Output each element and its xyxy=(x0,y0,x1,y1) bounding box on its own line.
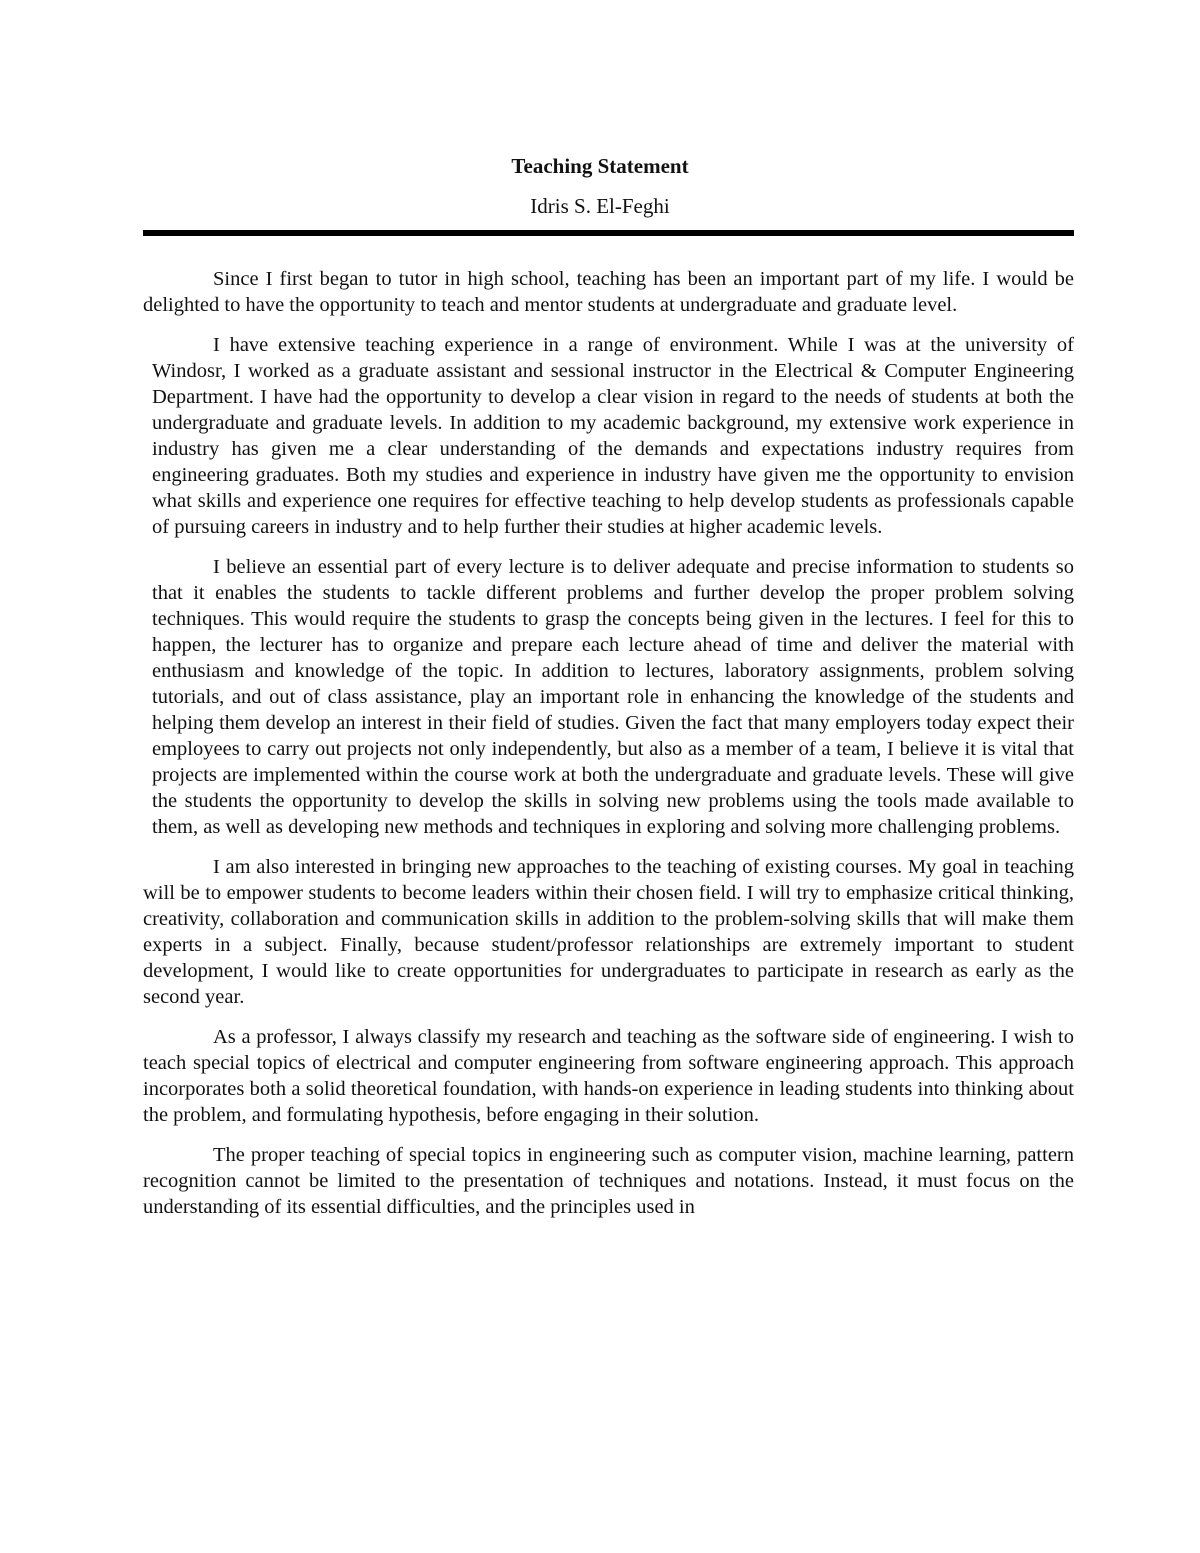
author-name: Idris S. El-Feghi xyxy=(530,194,670,218)
paragraph-experience: I have extensive teaching experience in a range of environment. While I was at the university of Windosr, I worked as a graduate assistant and sessional instructor in the Electrical & Computer Engineering Department. I have had the opportunity to develop a clear vision in regard to the needs of students at both the undergraduate and graduate levels. In addition to my academic background, my extensive work experience in industry has given me a clear understanding of the demands and expectations industry requires from engineering graduates. Both my studies and experience in industry have given me the opportunity to envision what skills and experience one requires for effective teaching to help develop students as professionals capable of pursuing careers in industry and to help further their studies at higher academic levels. xyxy=(152,334,1074,538)
paragraph-software-side: As a professor, I always classify my research and teaching as the software side of engineering. I wish to teach special topics of electrical and computer engineering from software engineering approach. This approach incorporates both a solid theoretical foundation, with hands-on experience in leading students into thinking about the problem, and formulating hypothesis, before engaging in their solution. xyxy=(143,1026,1074,1126)
paragraph-special-topics: The proper teaching of special topics in engineering such as computer vision, machine learning, pattern recognition cannot be limited to the presentation of techniques and notations. Instead, it must focus on the understanding of its essential difficulties, and the principles used in xyxy=(143,1144,1074,1218)
paragraph-lectures: I believe an essential part of every lecture is to deliver adequate and precise information to students so that it enables the students to tackle different problems and further develop the proper problem solving techniques. This would require the students to grasp the concepts being given in the lectures. I feel for this to happen, the lecturer has to organize and prepare each lecture ahead of time and deliver the material with enthusiasm and knowledge of the topic. In addition to lectures, laboratory assignments, problem solving tutorials, and out of class assistance, play an important role in enhancing the knowledge of the students and helping them develop an interest in their field of studies. Given the fact that many employers today expect their employees to carry out projects not only independently, but also as a member of a team, I believe it is vital that projects are implemented within the course work at both the undergraduate and graduate levels. These will give the students the opportunity to develop the skills in solving new problems using the tools made available to them, as well as developing new methods and techniques in exploring and solving more challenging problems. xyxy=(152,556,1074,838)
document-body xyxy=(143,266,1074,1220)
paragraph-intro: Since I first began to tutor in high school, teaching has been an important part of my life. I would be delighted to have the opportunity to teach and mentor students at undergraduate and graduate level. xyxy=(143,268,1074,316)
horizontal-rule xyxy=(143,230,1074,236)
document-title: Teaching Statement xyxy=(511,154,689,178)
paragraph-approaches: I am also interested in bringing new approaches to the teaching of existing courses. My goal in teaching will be to empower students to become leaders within their chosen field. I will try to emphasize critical thinking, creativity, collaboration and communication skills in addition to the problem-solving skills that will make them experts in a subject. Finally, because student/professor relationships are extremely important to student development, I would like to create opportunities for undergraduates to participate in research as early as the second year. xyxy=(143,856,1074,1008)
